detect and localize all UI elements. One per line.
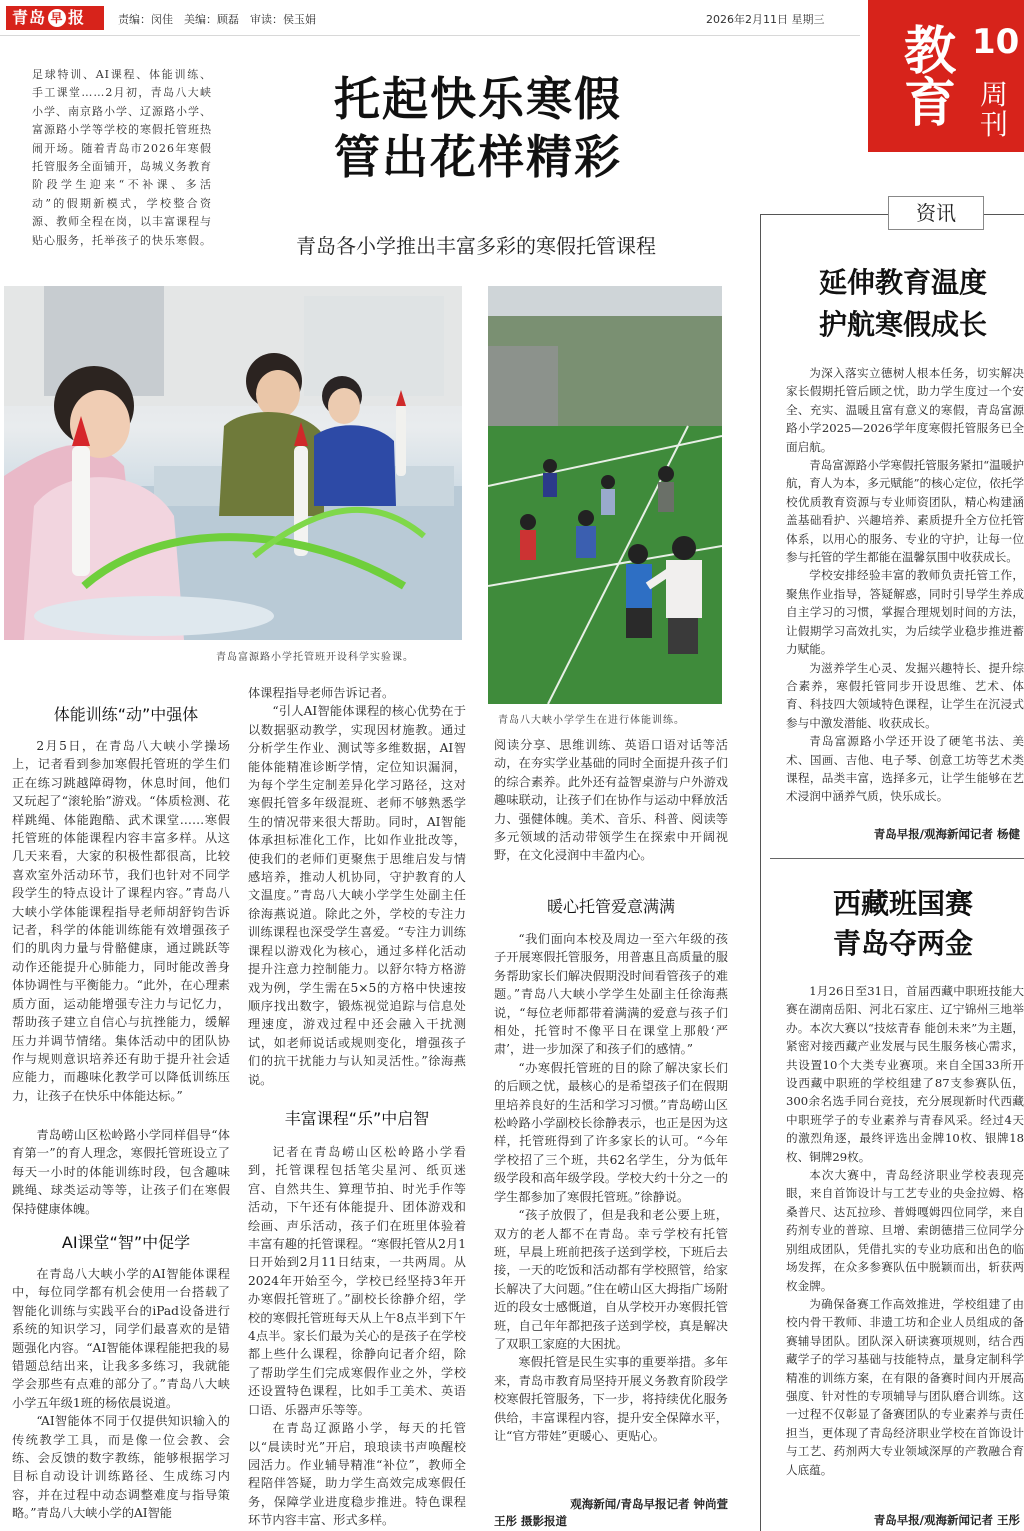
headline-1-line-1: 延伸教育温度 bbox=[818, 266, 987, 299]
photo-caption-2: 青岛八大峡小学学生在进行体能训练。 bbox=[498, 715, 685, 726]
right-byline-1: 青岛早报/观海新闻记者 杨健 bbox=[873, 827, 1020, 841]
subhead-ai: AI课堂“智”中促学 bbox=[61, 1233, 191, 1252]
headline-2-line-2: 青岛夺两金 bbox=[832, 927, 973, 960]
paragraph: 青岛崂山区松岭路小学同样倡导“体育第一”的育人理念，寒假托管班设立了每天一小时的体能训练时段，包含趣味跳绳、球类运动等等，让孩子们在寒假保持健康体魄。 bbox=[12, 1128, 230, 1216]
paragraph: 学校安排经验丰富的教师负责托管工作，聚焦作业指导，答疑解惑，同时引导学生养成自主学习的习惯，掌握合理规划时间的方法，让假期学习高效扎实，为后续学业稳步推进蓄力赋能。 bbox=[786, 568, 1024, 657]
paragraph: 青岛富源路小学寒假托管服务紧扣“温暖护航，育人为本，多元赋能”的核心定位，依托学校优质教育资源与专业师资团队，精心构建涵盖基础看护、兴趣培养、素质提升全方位托管体系，以用心的服务、专业的守护，让每一位参与托管的学生都能在温馨氛围中收获成长。 bbox=[786, 458, 1024, 565]
headline-1-line-2: 护航寒假成长 bbox=[818, 308, 987, 341]
right-article-1 bbox=[786, 364, 1024, 842]
subhead-fitness: 体能训练“动”中强体 bbox=[53, 705, 199, 724]
story-divider bbox=[770, 858, 1024, 859]
headline-2-line-1: 西藏班国赛 bbox=[832, 887, 973, 920]
byline-main: 观海新闻/青岛早报记者 钟尚萱 bbox=[570, 1497, 728, 1511]
paragraph: 寒假托管是民生实事的重要举措。多年来，青岛市教育局坚持开展义务教育阶段学校寒假托管服务，下一步，将持续优化服务供给，丰富课程内容，提升安全保障水平，让“官方带娃”更暖心、更贴心。 bbox=[494, 1355, 728, 1443]
paragraph: “孩子放假了，但是我和老公要上班，双方的老人都不在青岛。幸亏学校有托管班，早晨上班前把孩子送到学校，下班后去接，一天的吃饭和活动都有学校照管，给家长解决了大问题。”住在崂山区大拇指广场附近的段女士感慨道，自从学校开办寒假托管班，自己年年都把孩子送到学校，真是解决了双职工家庭的大困扰。 bbox=[494, 1208, 728, 1351]
masthead-logo bbox=[6, 6, 104, 30]
section-banner bbox=[868, 0, 1024, 152]
right-article-2 bbox=[786, 982, 1024, 1512]
paragraph: 为深入落实立德树人根本任务，切实解决家长假期托管后顾之忧，助力学生度过一个安全、充实、温暖且富有意义的寒假，青岛富源路小学2025—2026学年度寒假托管服务已全面启航。 bbox=[786, 366, 1024, 454]
paragraph: 体课程指导老师告诉记者。 bbox=[248, 686, 395, 700]
paragraph: 2月5日，在青岛八大峡小学操场上，记者看到参加寒假托管班的学生们正在练习跳越障碍物，休息时间，他们又玩起了“滚轮胎”游戏。“体质检测、花样跳绳、体能跑酷、武术课堂……寒假托管班的体能课程内容丰富多样。从这几天来看，大家的积极性都很高，比较喜欢室外活动环节，我们也针对不同学段学生的特点设计了课程内容。”青岛八大峡小学体能课程指导老师胡舒钧告诉记者，科学的体能训练能有效增强孩子们的肌肉力量与骨骼健康，通过跳跃等动作还能提升心肺能力，同时能改善身体协调性与平衡能力。“此外，在心理素质方面，运动能增强专注力与记忆力，帮助孩子建立自信心与抗挫能力，缓解压力并调节情绪。集体活动中的团队协作与规则意识培养还有助于提升社会适应能力，而趣味化教学可以降低训练压力，让孩子在快乐中体能达标。” bbox=[12, 739, 230, 1103]
main-headline bbox=[258, 70, 698, 186]
article-col3-a bbox=[494, 736, 728, 880]
masthead-seal: 早 bbox=[48, 9, 66, 27]
paragraph: “AI智能体不同于仅提供知识输入的传统教学工具，而是像一位会教、会练、会反馈的数字教练，能够根据学习目标自动设计训练路径、生成练习内容，并在过程中动态调整难度与指导策略。”青岛八大峡小学的AI智能 bbox=[12, 1414, 230, 1521]
article-col1-c bbox=[12, 1265, 230, 1531]
right-byline-2: 青岛早报/观海新闻记者 王彤 bbox=[873, 1513, 1020, 1527]
article-col1-a bbox=[12, 737, 230, 1121]
article-col2-b bbox=[248, 1143, 466, 1531]
section-name: 教育 bbox=[904, 22, 957, 134]
lead-paragraph: 足球特训、AI课程、体能训练、手工课堂……2月初，青岛八大峡小学、南京路小学、辽源路小学、富源路小学等学校的寒假托管班热闹开场。随着青岛市2026年寒假托管服务全面铺开，岛城义务教育阶段学生迎来“不补课、多活动”的假期新模式，学校整合资源、教师全程在岗，以丰富课程与贴心服务，托举孩子的快乐寒假。 bbox=[32, 68, 212, 247]
byline-photo: 王彤 摄影报道 bbox=[494, 1514, 568, 1528]
paragraph: 为滋养学生心灵、发掘兴趣特长、提升综合素养，寒假托管同步开设思维、艺术、体育、科技四大领域特色课程，让学生在沉浸式参与中激发潜能、收获成长。 bbox=[786, 660, 1024, 730]
right-headline-2 bbox=[776, 884, 1024, 964]
fitness-training-photo bbox=[488, 286, 722, 704]
paragraph: 阅读分享、思维训练、英语口语对话等活动，在夯实学业基础的同时全面提升孩子们的综合素养。此外还有益智桌游与户外游戏趣味联动，让孩子们在协作与运动中释放活力、强健体魄。美术、音乐、科普、阅读等多元领域的活动带领学生在探索中开阔视野，在文化浸润中丰盈内心。 bbox=[494, 738, 728, 863]
page-number: 10 bbox=[972, 22, 1020, 62]
paragraph: 在青岛辽源路小学，每天的托管以“晨读时光”开启，琅琅读书声唤醒校园活力。作业辅导精准“补位”，教师全程陪伴答疑，助力学生高效完成寒假任务，保障学业进度稳步推进。特色课程环节内容丰富、形式多样。 bbox=[248, 1421, 466, 1528]
right-headline-1 bbox=[776, 262, 1024, 346]
paragraph: 青岛富源路小学还开设了硬笔书法、美术、国画、吉他、电子琴、创意工坊等艺术类课程，品类丰富，选择多元，让学生能够在艺术浸润中涵养气质，快乐成长。 bbox=[786, 734, 1024, 804]
paragraph: 为确保备赛工作高效推进，学校组建了由校内骨干教师、非遗工坊和企业人员组成的备赛辅导团队。团队深入研读赛项规则，结合西藏学子的学习基础与技能特点，量身定制科学精准的训练方案，在有限的备赛时间内开展高强度、针对性的专项辅导与团队磨合训练。这一过程不仅彰显了备赛团队的专业素养与责任担当，更体现了青岛经济职业学校在首饰设计与工艺、药剂两大专业领域深厚的产教融合育人底蕴。 bbox=[786, 1296, 1024, 1477]
paragraph: “办寒假托管班的目的除了解决家长们的后顾之忧，最核心的是希望孩子们在假期里培养良好的生活和学习习惯。”青岛崂山区松岭路小学副校长徐静表示，也正是因为这样，托管班得到了许多家长的认可。“今年学校招了三个班，共62名学生，分为低年级学段和高年级学段。学校大约十分之一的学生都参加了寒假托管班。”徐静说。 bbox=[494, 1060, 728, 1204]
subhead-care: 暖心托管爱意满满 bbox=[546, 897, 675, 916]
science-class-photo bbox=[4, 286, 462, 640]
weekly-label: 周刊 bbox=[980, 78, 1009, 141]
column-divider bbox=[760, 214, 761, 1531]
paragraph: 1月26日至31日，首届西藏中职班技能大赛在湖南岳阳、河北石家庄、辽宁锦州三地举办。本次大赛以“技炫青春 能创未来”为主题，紧密对接西藏产业发展与民生服务核心需求，共设置10个大类专业赛项。来自全国33所开设西藏中职班的学校组建了87支参赛队伍，300余名选手同台竞技，充分展现新时代西藏中职班学子的专业素养与青春风采。经过4天的激烈角逐，最终评选出金牌10枚、银牌18枚、铜牌29枚。 bbox=[786, 984, 1024, 1164]
main-subheadline: 青岛各小学推出丰富多彩的寒假托管课程 bbox=[296, 234, 656, 258]
masthead-text-c: 报 bbox=[68, 8, 86, 27]
subhead-courses: 丰富课程“乐”中启智 bbox=[284, 1109, 430, 1128]
proofreader-credit: 审读：侯玉娟 bbox=[250, 13, 316, 26]
issue-date: 2026年2月11日 星期三 bbox=[706, 13, 825, 26]
article-col1-b bbox=[12, 1126, 230, 1222]
paragraph: “我们面向本校及周边一至六年级的孩子开展寒假托管服务，用普惠且高质量的服务帮助家长们解决假期没时间看管孩子的难题。”青岛八大峡小学学生处副主任徐海燕说，“每位老师都带着满满的爱意与孩子们相处，托管时不像平日在课堂上那般‘严肃’，进一步加深了和孩子们的感情。” bbox=[494, 932, 728, 1057]
paragraph: “引人AI智能体课程的核心优势在于以数据驱动教学，实现因材施教。通过分析学生作业、测试等多维数据，AI智能体能精准诊断学情，定位知识漏洞，为每个学生定制差异化学习路径，这对寒假托管多年级混班、老师不够熟悉学生的情况带来很大帮助。同时，AI智能体承担标准化工作，比如作业批改等，使我们的老师们更聚焦于思维启发与情感培养，推动人机协同，守护教育的人文温度。”青岛八大峡小学学生处副主任徐海燕说道。除此之外，学校的专注力训练课程也深受学生喜爱。“专注力训练课程以游戏化为核心，通过多样化活动提升注意力控制能力。以舒尔特方格游戏为例，学生需在5×5的方格中快速按顺序找出数字，锻炼视觉追踪与信息处理速度，游戏过程中还会融入干扰测试，如老师说话或规则变化，增强孩子们的抗干扰能力与认知灵活性。”徐海燕说。 bbox=[248, 704, 466, 1087]
photo-caption-1: 青岛富源路小学托管班开设科学实验课。 bbox=[216, 652, 414, 663]
masthead-text-a: 青岛 bbox=[12, 8, 47, 27]
article-col3-b bbox=[494, 930, 728, 1496]
paragraph: 本次大赛中，青岛经济职业学校表现亮眼，来自首饰设计与工艺专业的央金拉姆、格桑普尺、达瓦拉珍、普姆嘎姆四位同学，来自药剂专业的普琼、旦增、索朗德措三位同学分别组成团队，凭借扎实的专业功底和出色的临场发挥，在众多参赛队伍中脱颖而出，斩获两枚金牌。 bbox=[786, 1168, 1024, 1293]
paragraph: 在青岛八大峡小学的AI智能体课程中，每位同学都有机会使用一台搭载了智能化训练与实践平台的iPad设备进行系统的知识学习，同学们最喜欢的是错题强化内容。“AI智能体课程能把我的易错题总结出来，让我多多练习，我就能学会那些有点难的部分了。”青岛八大峡小学五年级1班的杨依晨说道。 bbox=[12, 1267, 230, 1410]
editor-credit: 责编：闵佳 bbox=[118, 13, 173, 26]
paragraph: 记者在青岛崂山区松岭路小学看到，托管课程包括笔尖星河、纸页迷宫、自然共生、算理节拍、时光手作等活动，下午还有体能提升、团体游戏和绘画、声乐活动，孩子们在班里体验着丰富有趣的托管课程。“寒假托管从2月1日开始到2月11日结束，一共两周。从2024年开始至今，学校已经坚持3年开办寒假托管班了。”副校长徐静介绍，学校的寒假托管班每天从上午8点半到下午4点半。家长们最为关心的是孩子在学校都上些什么课程，徐静向记者介绍，除了帮助学生们完成寒假作业之外，学校还设置特色课程，比如手工美术、英语口语、乐器声乐等等。 bbox=[248, 1145, 466, 1417]
article-col2-a bbox=[248, 684, 466, 1090]
headline-line-2: 管出花样精彩 bbox=[334, 130, 622, 184]
news-tag: 资讯 bbox=[888, 196, 984, 230]
headline-line-1: 托起快乐寒假 bbox=[334, 72, 622, 126]
designer-credit: 美编：顾磊 bbox=[184, 13, 239, 26]
